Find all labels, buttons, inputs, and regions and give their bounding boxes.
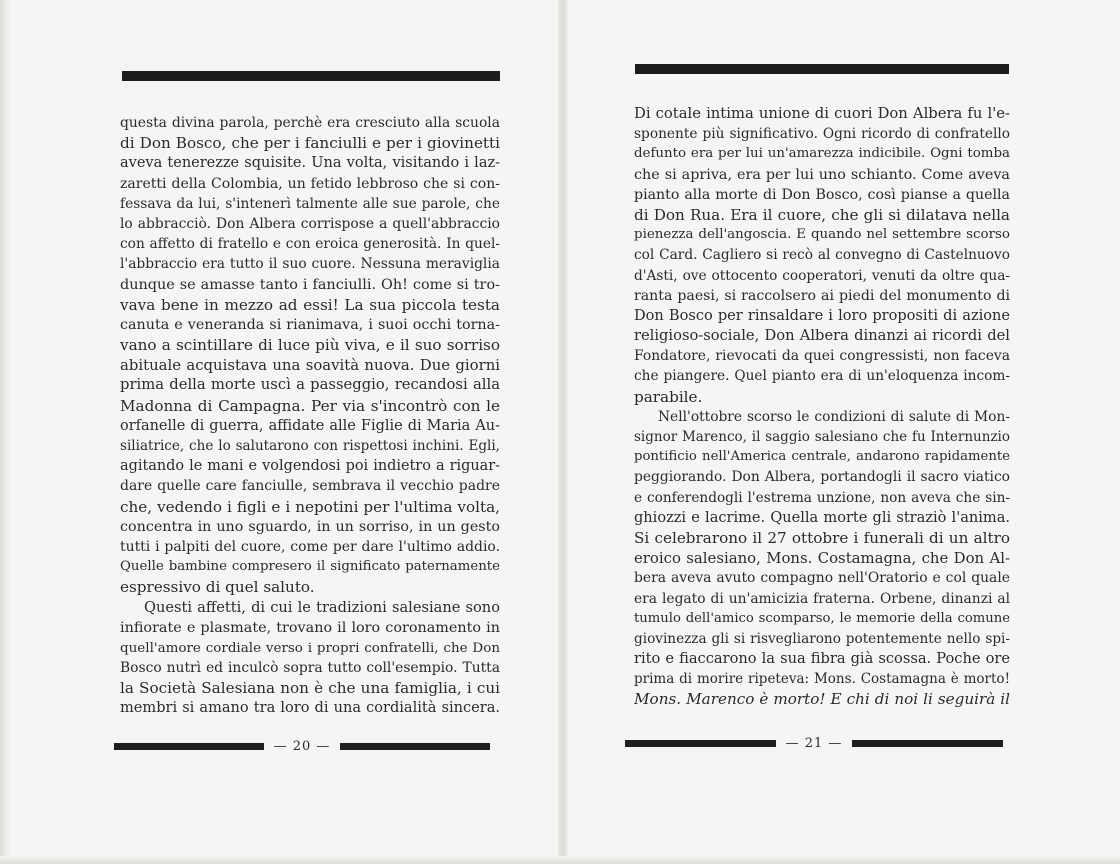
text-line: lo abbracciò. Don Albera corrispose a quell'abbraccio	[120, 215, 500, 232]
text-line: pontificio nell'America centrale, andarono rapidamente	[634, 449, 1010, 465]
text-line: pianto alla morte di Don Bosco, così pianse a quella	[634, 186, 1010, 203]
text-line: ranta paesi, si raccolsero ai piedi del monumento di	[634, 287, 1010, 304]
text-line: e conferendogli l'estrema unzione, non aveva che sin-	[634, 489, 1010, 506]
footer-rule-right	[852, 740, 1003, 747]
text-line: Si celebrarono il 27 ottobre i funerali di un altro	[634, 528, 1010, 547]
text-line: parabile.	[634, 387, 703, 406]
page-footer	[625, 736, 1003, 751]
left-page-text	[120, 113, 500, 719]
text-line: signor Marenco, il saggio salesiano che fu Internunzio	[634, 429, 1010, 445]
page-edge-bottom	[0, 856, 1120, 864]
text-line: vava bene in mezzo ad essi! La sua piccola testa	[120, 295, 500, 314]
text-line: tutti i palpiti del cuore, come per dare l'ultimo addio.	[120, 538, 500, 555]
text-line: peggiorando. Don Albera, portandogli il sacro viatico	[634, 469, 1010, 486]
text-line: Questi affetti, di cui le tradizioni salesiane sono	[144, 598, 500, 616]
text-line: siliatrice, che lo salutarono con rispettosi inchini. Egli,	[120, 438, 500, 454]
text-line: giovinezza gli si risvegliarono potentemente nello spi-	[634, 630, 1010, 647]
text-line: prima della morte uscì a passeggio, recandosi alla	[120, 376, 500, 394]
text-line: di Don Rua. Era il cuore, che gli si dilatava nella	[634, 205, 1010, 224]
header-rule	[635, 64, 1009, 74]
text-line: Bosco nutrì ed inculcò sopra tutto coll'esempio. Tutta	[120, 660, 500, 677]
text-line: dunque se amasse tanto i fanciulli. Oh! come si tro-	[120, 276, 500, 293]
footer-rule-left	[114, 743, 264, 750]
text-line: che, vedendo i figli e i nepotini per l'ultima volta,	[120, 497, 500, 516]
text-line: era legato di un'amicizia fraterna. Orbene, dinanzi al	[634, 590, 1010, 607]
text-line: questa divina parola, perchè era cresciuto alla scuola	[120, 115, 500, 131]
text-line: aveva tenerezze squisite. Una volta, visitando i laz-	[120, 155, 500, 172]
text-line: abituale acquistava una soavità nuova. Due giorni	[120, 356, 500, 375]
text-line: defunto era per lui un'amarezza indicibile. Ogni tomba	[634, 146, 1010, 162]
text-line: eroico salesiano, Mons. Costamagna, che Don Al-	[634, 549, 1010, 568]
header-rule	[122, 71, 500, 81]
text-line: rito e fiaccarono la sua fibra già scossa. Poche ore	[634, 650, 1010, 668]
text-line: sponente più significativo. Ogni ricordo di confratello	[634, 126, 1010, 143]
text-line: espressivo di quel saluto.	[120, 578, 315, 597]
text-line: membri si amano tra loro di una cordialità sincera.	[120, 699, 500, 717]
text-line: Quelle bambine compresero il significato paternamente	[120, 559, 500, 575]
text-line: vano a scintillare di luce più viva, e il suo sorriso	[120, 336, 500, 355]
right-page	[562, 0, 1120, 864]
text-line: d'Asti, ove ottocento cooperatori, venuti da oltre qua-	[634, 267, 1010, 284]
text-line: dare quelle care fanciulle, sembrava il vecchio padre	[120, 478, 500, 495]
text-line: agitando le mani e volgendosi poi indietro a riguar-	[120, 458, 500, 475]
text-line: Fondatore, rievocati da quei congressisti, non faceva	[634, 348, 1010, 365]
text-line: con affetto di fratello e con eroica generosità. In quel-	[120, 236, 500, 253]
text-line: canuta e veneranda si rianimava, i suoi occhi torna-	[120, 316, 500, 333]
text-line: quell'amore cordiale verso i propri confratelli, che Don	[120, 639, 500, 656]
text-line: pienezza dell'angoscia. E quando nel settembre scorso	[634, 227, 1010, 243]
text-line: l'abbraccio era tutto il suo cuore. Nessuna meraviglia	[120, 256, 500, 273]
footer-rule-right	[340, 743, 490, 750]
text-line: religioso-sociale, Don Albera dinanzi ai ricordi del	[634, 327, 1010, 345]
text-line: Madonna di Campagna. Per via s'incontrò con le	[120, 396, 500, 415]
text-line: ghiozzi e lacrime. Quella morte gli straziò l'anima.	[634, 508, 1010, 526]
text-line: che piangere. Quel pianto era di un'eloquenza incom-	[634, 368, 1010, 385]
text-line: Don Bosco per rinsaldare i loro propositi di azione	[634, 306, 1010, 324]
text-line: orfanelle di guerra, affidate alle Figlie di Maria Au-	[120, 417, 500, 434]
text-line: prima di morire ripeteva: Mons. Costamagna è morto!	[634, 671, 1010, 688]
text-line: concentra in uno sguardo, in un sorriso, in un gesto	[120, 518, 500, 535]
footer-rule-left	[625, 740, 776, 747]
text-line: infiorate e plasmate, trovano il loro coronamento in	[120, 619, 500, 636]
text-line: tumulo dell'amico scomparso, le memorie della comune	[634, 610, 1010, 626]
text-line: col Card. Cagliero si recò al convegno di Castelnuovo	[634, 247, 1010, 264]
text-line: fessava da lui, s'intenerì talmente alle sue parole, che	[120, 195, 500, 212]
text-line: Nell'ottobre scorso le condizioni di salute di Mon-	[658, 408, 1010, 425]
text-line: la Società Salesiana non è che una famiglia, i cui	[120, 679, 500, 698]
text-line: Di cotale intima unione di cuori Don Albera fu l'e-	[634, 105, 1010, 122]
page-footer	[114, 739, 490, 754]
text-line: Mons. Marenco è morto! E chi di noi li seguirà il	[634, 690, 1010, 709]
text-line: zaretti della Colombia, un fetido lebbroso che si con-	[120, 175, 500, 192]
right-page-text	[634, 104, 1010, 710]
text-line: di Don Bosco, che per i fanciulli e per i giovinetti	[120, 134, 500, 153]
text-line: bera aveva avuto compagno nell'Oratorio e col quale	[634, 570, 1010, 587]
text-line: che si apriva, era per lui uno schianto. Come aveva	[634, 166, 1010, 183]
page-number: — 20 —	[273, 739, 331, 754]
page-number: — 21 —	[785, 736, 843, 751]
